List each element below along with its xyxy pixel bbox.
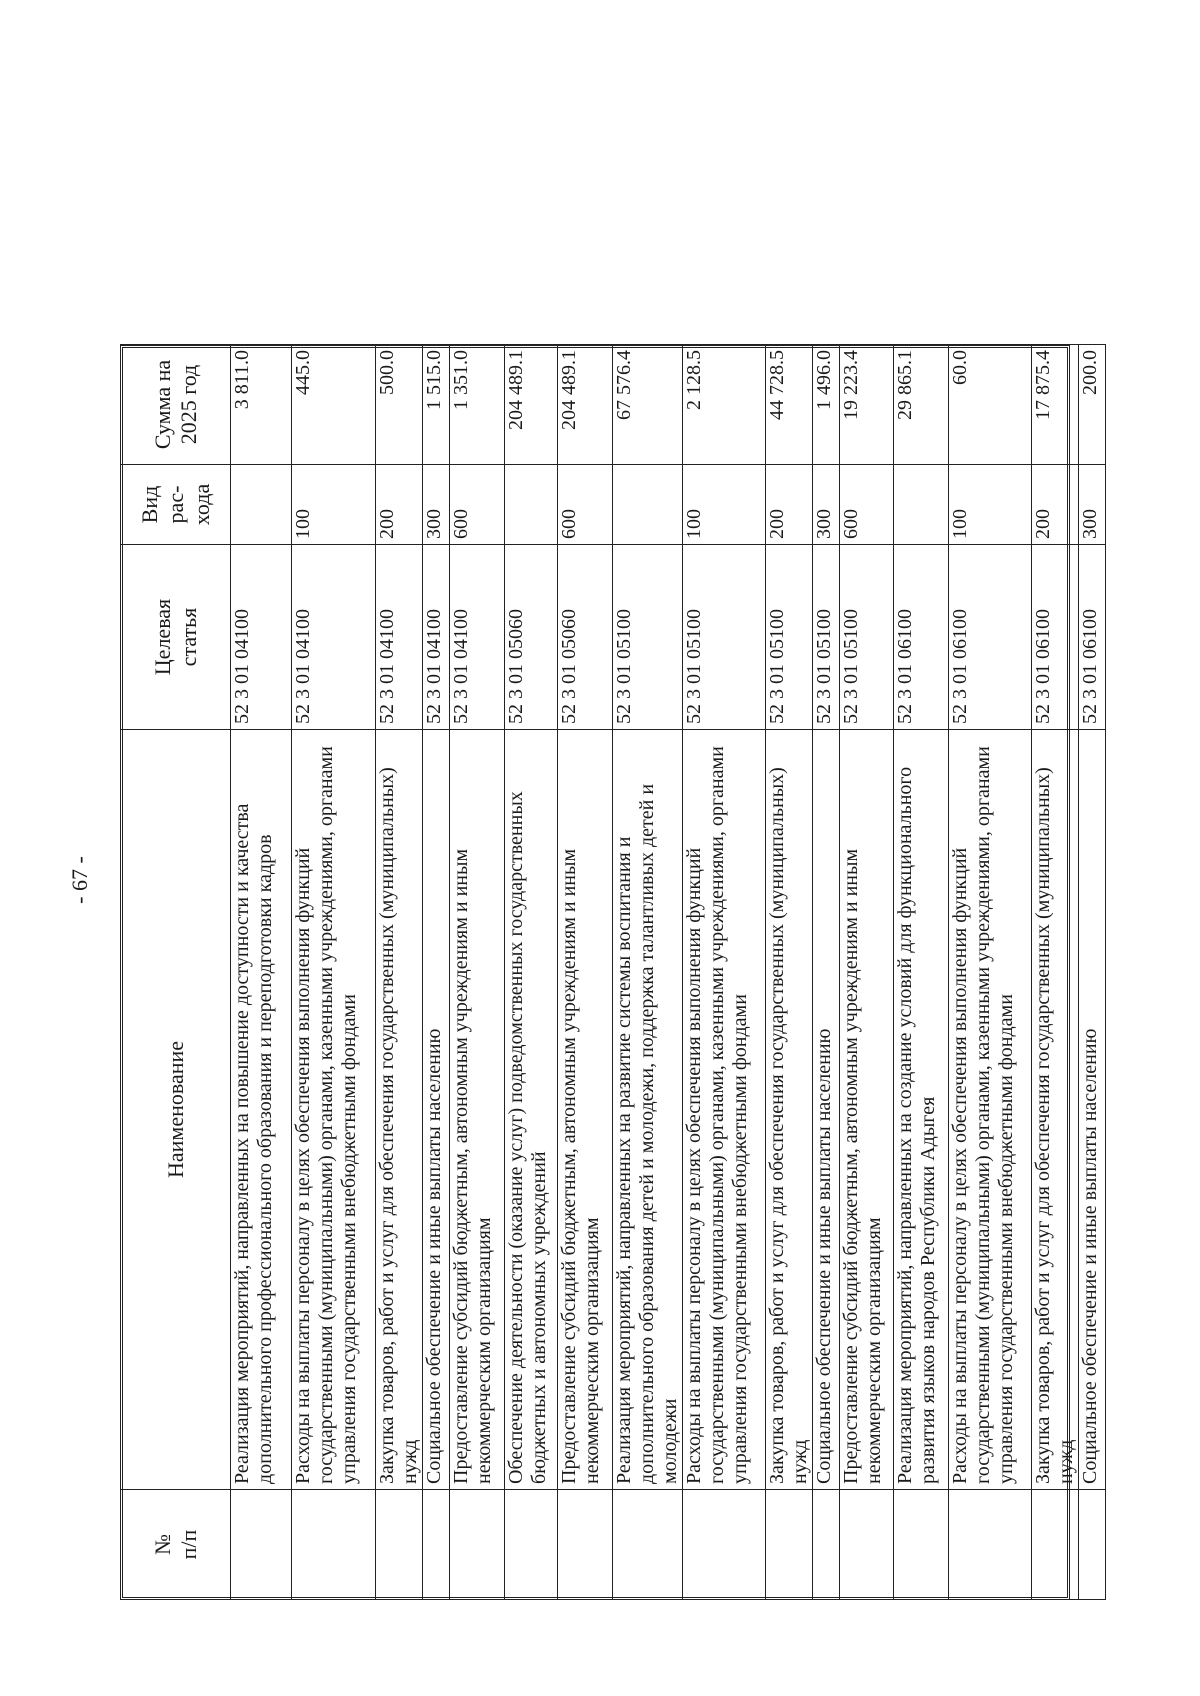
cell-name: Предоставление субсидий бюджетным, автономным учреждениям и иным некоммерческим организациям <box>840 730 894 1490</box>
table-row <box>292 130 376 1600</box>
cell-expense-type <box>613 465 683 545</box>
cell-sum: 19 223.4 <box>840 345 894 465</box>
cell-name: Реализация мероприятий, направленных на развитие системы воспитания и дополнительного образования детей и молодежи, поддержка талантливых детей и молодежи <box>613 730 683 1490</box>
cell-article: 52 3 01 04100 <box>231 545 292 730</box>
cell-article: 52 3 01 06100 <box>894 545 949 730</box>
table-gap <box>766 130 813 345</box>
cell-article: 52 3 01 05060 <box>558 545 613 730</box>
cell-number <box>231 1490 292 1600</box>
cell-name: Социальное обеспечение и иные выплаты населению <box>423 730 450 1490</box>
table-gap <box>558 130 613 345</box>
cell-number <box>840 1490 894 1600</box>
table-gap <box>505 130 558 345</box>
cell-expense-type: 200 <box>1032 465 1079 545</box>
table-gap <box>450 130 505 345</box>
table-row <box>894 130 949 1600</box>
table-row <box>1079 130 1106 1600</box>
cell-sum: 44 728.5 <box>766 345 813 465</box>
cell-sum: 204 489.1 <box>558 345 613 465</box>
cell-name: Расходы на выплаты персоналу в целях обеспечения выполнения функций государственными (муниципальными) органами, казенными учреждениями, органами управления государственными внебюджетными фондами <box>292 730 376 1490</box>
cell-sum: 200.0 <box>1079 345 1106 465</box>
cell-article: 52 3 01 04100 <box>292 545 376 730</box>
header-article: Целевая статья <box>121 545 231 730</box>
table-gap <box>1079 130 1106 345</box>
cell-name: Обеспечение деятельности (оказание услуг) подведомственных государственных бюджетных и автономных учреждений <box>505 730 558 1490</box>
table-row <box>376 130 423 1600</box>
cell-name: Предоставление субсидий бюджетным, автономным учреждениям и иным некоммерческим организациям <box>450 730 505 1490</box>
cell-article: 52 3 01 05100 <box>813 545 840 730</box>
cell-number <box>949 1490 1032 1600</box>
table-row <box>949 130 1032 1600</box>
table-row <box>1032 130 1079 1600</box>
cell-article: 52 3 01 04100 <box>376 545 423 730</box>
cell-article: 52 3 01 04100 <box>450 545 505 730</box>
cell-expense-type: 600 <box>840 465 894 545</box>
cell-name: Реализация мероприятий, направленных на повышение доступности и качества дополнительного профессионального образования и переподготовки кадров <box>231 730 292 1490</box>
cell-number <box>292 1490 376 1600</box>
cell-sum: 60.0 <box>949 345 1032 465</box>
cell-name: Расходы на выплаты персоналу в целях обеспечения выполнения функций государственными (муниципальными) органами, казенными учреждениями, органами управления государственными внебюджетными фондами <box>683 730 766 1490</box>
table-gap <box>1032 130 1079 345</box>
cell-number <box>683 1490 766 1600</box>
cell-expense-type: 100 <box>292 465 376 545</box>
cell-number <box>1032 1490 1079 1600</box>
cell-number <box>505 1490 558 1600</box>
table-row <box>813 130 840 1600</box>
table-row <box>683 130 766 1600</box>
cell-name: Предоставление субсидий бюджетным, автономным учреждениям и иным некоммерческим организациям <box>558 730 613 1490</box>
cell-expense-type: 600 <box>450 465 505 545</box>
cell-sum: 204 489.1 <box>505 345 558 465</box>
cell-expense-type <box>231 465 292 545</box>
table-gap <box>376 130 423 345</box>
cell-number <box>1079 1490 1106 1600</box>
cell-sum: 3 811.0 <box>231 345 292 465</box>
cell-sum: 17 875.4 <box>1032 345 1079 465</box>
cell-name: Закупка товаров, работ и услуг для обеспечения государственных (муниципальных) нужд <box>376 730 423 1490</box>
table-gap <box>121 130 231 345</box>
cell-expense-type: 600 <box>558 465 613 545</box>
cell-expense-type: 200 <box>766 465 813 545</box>
cell-sum: 445.0 <box>292 345 376 465</box>
table-gap <box>813 130 840 345</box>
table-gap <box>894 130 949 345</box>
header-name: Наименование <box>121 730 231 1490</box>
table-row <box>505 130 558 1600</box>
cell-number <box>766 1490 813 1600</box>
cell-expense-type: 300 <box>1079 465 1106 545</box>
table-row <box>766 130 813 1600</box>
cell-sum: 29 865.1 <box>894 345 949 465</box>
cell-expense-type: 100 <box>949 465 1032 545</box>
table-row <box>840 130 894 1600</box>
cell-number <box>613 1490 683 1600</box>
header-sum: Сумма на 2025 год <box>121 345 231 465</box>
cell-article: 52 3 01 06100 <box>1079 545 1106 730</box>
table-gap <box>840 130 894 345</box>
cell-expense-type: 300 <box>813 465 840 545</box>
table-gap <box>683 130 766 345</box>
cell-article: 52 3 01 06100 <box>949 545 1032 730</box>
table-gap <box>292 130 376 345</box>
cell-expense-type <box>894 465 949 545</box>
cell-expense-type: 200 <box>376 465 423 545</box>
cell-number <box>376 1490 423 1600</box>
table-gap <box>949 130 1032 345</box>
table-gap <box>231 130 292 345</box>
cell-sum: 1 351.0 <box>450 345 505 465</box>
cell-name: Реализация мероприятий, направленных на создание условий для функционального развития языков народов Республики Адыгея <box>894 730 949 1490</box>
cell-article: 52 3 01 04100 <box>423 545 450 730</box>
cell-article: 52 3 01 05100 <box>766 545 813 730</box>
budget-table <box>120 129 1106 1600</box>
cell-name: Расходы на выплаты персоналу в целях обеспечения выполнения функций государственными (муниципальными) органами, казенными учреждениями, органами управления государственными внебюджетными фондами <box>949 730 1032 1490</box>
table-row <box>450 130 505 1600</box>
table-row <box>231 130 292 1600</box>
cell-sum: 2 128.5 <box>683 345 766 465</box>
cell-number <box>423 1490 450 1600</box>
cell-name: Социальное обеспечение и иные выплаты населению <box>1079 730 1106 1490</box>
table-row <box>423 130 450 1600</box>
cell-number <box>558 1490 613 1600</box>
page-number: - 67 - <box>67 856 92 904</box>
cell-number <box>813 1490 840 1600</box>
cell-name: Закупка товаров, работ и услуг для обеспечения государственных (муниципальных) нужд <box>1032 730 1079 1490</box>
cell-article: 52 3 01 05100 <box>840 545 894 730</box>
cell-article: 52 3 01 05060 <box>505 545 558 730</box>
cell-sum: 67 576.4 <box>613 345 683 465</box>
cell-article: 52 3 01 05100 <box>683 545 766 730</box>
cell-expense-type <box>505 465 558 545</box>
header-number: № п/п <box>121 1490 231 1600</box>
cell-sum: 1 496.0 <box>813 345 840 465</box>
cell-expense-type: 300 <box>423 465 450 545</box>
table-header-row <box>121 130 231 1600</box>
table-row <box>558 130 613 1600</box>
cell-article: 52 3 01 06100 <box>1032 545 1079 730</box>
cell-name: Социальное обеспечение и иные выплаты населению <box>813 730 840 1490</box>
cell-expense-type: 100 <box>683 465 766 545</box>
cell-sum: 500.0 <box>376 345 423 465</box>
table-gap <box>423 130 450 345</box>
cell-number <box>894 1490 949 1600</box>
cell-number <box>450 1490 505 1600</box>
cell-article: 52 3 01 05100 <box>613 545 683 730</box>
rotated-page-content <box>120 130 1101 1600</box>
cell-name: Закупка товаров, работ и услуг для обеспечения государственных (муниципальных) нужд <box>766 730 813 1490</box>
table-gap <box>613 130 683 345</box>
table-row <box>613 130 683 1600</box>
cell-sum: 1 515.0 <box>423 345 450 465</box>
header-expense-type: Вид рас- хода <box>121 465 231 545</box>
